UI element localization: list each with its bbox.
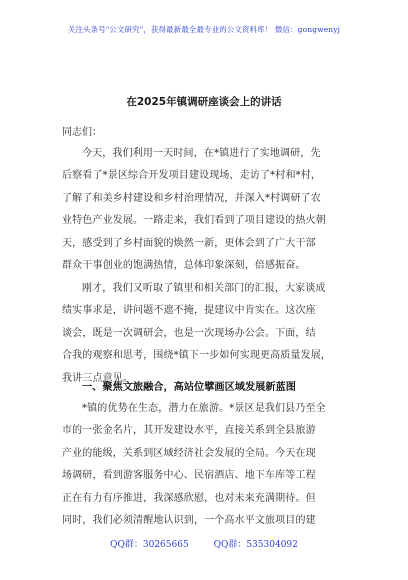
paragraph-line: 刚才，我们又听取了镇里和相关部门的汇报，大家谈成: [82, 283, 326, 294]
paragraph-line: 今天，我们利用一天时间，在*镇进行了实地调研，先: [82, 148, 321, 159]
paragraph-line: *镇的优势在生态，潜力在旅游。*景区是我们县乃至全: [82, 403, 326, 414]
paragraph-line: 同时，我们必须清醒地认识到，一个高水平文旅项目的建: [62, 514, 316, 526]
paragraph-line: 业特色产业发展。一路走来，我们看到了项目建设的热火朝: [62, 215, 326, 227]
paragraph-line: 绩实事求是，讲问题不遮不掩，提建议中肯实在。这次座: [62, 305, 316, 317]
header-banner: 关注头条号"公文研究"，获得最新最全最专业的公文资料库！ 微信：gongwenyj: [67, 25, 341, 34]
footer-qq-group-2: QQ群：535304092: [213, 540, 298, 550]
paragraph-line: 产业的能级，关系到区域经济社会发展的全局。今天在现: [62, 447, 316, 459]
greeting: 同志们：: [62, 127, 102, 138]
footer-qq-group-1: QQ群：30265665: [110, 540, 189, 550]
paragraph-1: [62, 143, 362, 277]
section-heading: 一、聚焦文旅融合，高站位擘画区域发展新蓝图: [82, 382, 296, 393]
paragraph-line: 正在有力有序推进，我深感欣慰，也对未来充满期待。但: [62, 492, 316, 504]
paragraph-line: 群众干事创业的饱满热情，总体印象深刻，倍感振奋。: [62, 259, 306, 271]
paragraph-line: 我讲三点意见。: [62, 372, 134, 384]
paragraph-line: 了解了和美乡村建设和乡村治理情况，并深入*村调研了农: [62, 192, 321, 204]
paragraph-line: 天，感受到了乡村面貌的焕然一新，更体会到了广大干部: [62, 237, 316, 249]
document-title: 在2025年镇调研座谈会上的讲话: [126, 96, 282, 108]
paragraph-line: 合我的观察和思考，围绕*镇下一步如何实现更高质量发展，: [62, 350, 332, 362]
paragraph-line: 后察看了*景区综合开发项目建设现场，走访了*村和*村，: [62, 170, 322, 182]
paragraph-3: [62, 398, 362, 532]
footer: [0, 537, 408, 550]
paragraph-line: 场调研，看到游客服务中心、民宿酒店、地下车库等工程: [62, 470, 316, 482]
paragraph-2: [62, 278, 362, 390]
paragraph-line: 谈会，既是一次调研会，也是一次现场办公会。下面，结: [62, 327, 316, 339]
paragraph-line: 市的一张金名片，其开发建设水平，直接关系到全县旅游: [62, 425, 316, 437]
